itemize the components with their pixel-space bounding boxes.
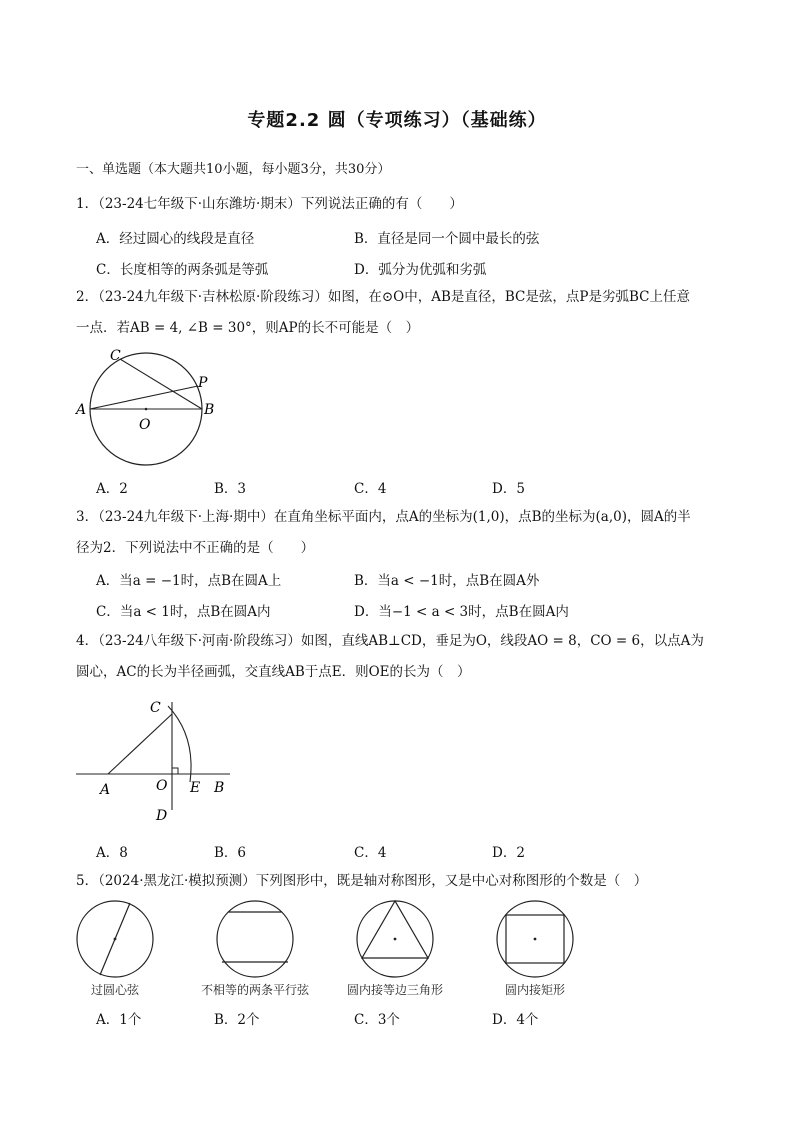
- question-4-line-2: 圆心，AC的长为半径画弧，交直线AB于点E．则OE的长为（ ）: [76, 664, 471, 680]
- q4-label-c: C: [150, 700, 161, 716]
- q3-option-b[interactable]: B．当a < −1时，点B在圆A外: [354, 573, 540, 589]
- section-heading: 一、单选题（本大题共10小题，每小题3分，共30分）: [76, 162, 391, 177]
- q2-option-c[interactable]: C．4: [354, 481, 387, 497]
- q5-figure-inscribed-triangle: [357, 901, 433, 977]
- q4-option-b[interactable]: B．6: [214, 845, 247, 861]
- q2-label-a: A: [76, 402, 87, 418]
- q5-figure-parallel-chords: [217, 901, 293, 977]
- q4-label-a: A: [100, 782, 111, 798]
- q5-option-b[interactable]: B．2个: [214, 1012, 260, 1028]
- question-1-stem: 1．（23-24七年级下·山东潍坊·期末）下列说法正确的有（ ）: [76, 196, 463, 212]
- question-5-stem: 5．（2024·黑龙江·模拟预测）下列图形中，既是轴对称图形，又是中心对称图形的个数是（ ）: [76, 873, 648, 889]
- q2-label-c: C: [110, 348, 121, 364]
- q4-label-d: D: [156, 808, 168, 824]
- q4-option-a[interactable]: A．8: [96, 845, 128, 861]
- q2-segment-ap: [90, 386, 198, 409]
- q5-option-c[interactable]: C．3个: [354, 1012, 400, 1028]
- q2-circle-figure: [70, 342, 230, 472]
- q2-label-p: P: [198, 375, 208, 391]
- q2-option-b[interactable]: B．3: [214, 481, 247, 497]
- q5-figure-label-3: 圆内接等边三角形: [346, 983, 443, 997]
- q4-option-c[interactable]: C．4: [354, 845, 387, 861]
- q3-option-d[interactable]: D．当−1 < a < 3时，点B在圆A内: [354, 604, 569, 620]
- question-3-line-1: 3．（23-24九年级下·上海·期中）在直角坐标平面内，点A的坐标为(1,0)，点B的坐标为(a,0)，圆A的半: [76, 509, 691, 525]
- question-3-line-2: 径为2．下列说法中不正确的是（ ）: [76, 540, 315, 556]
- question-2-line-1: 2．（23-24九年级下·吉林松原·阶段练习）如图，在⊙O中，AB是直径，BC是弦，点P是劣弧BC上任意: [76, 289, 690, 305]
- q4-label-b: B: [214, 780, 225, 796]
- q5-figure-inscribed-rectangle: [497, 901, 573, 977]
- q5-option-a[interactable]: A．1个: [96, 1012, 142, 1028]
- q5-figures: [70, 896, 590, 986]
- q5-option-d[interactable]: D．4个: [492, 1012, 539, 1028]
- q4-label-o: O: [156, 778, 168, 794]
- question-4-line-1: 4．（23-24八年级下·河南·阶段练习）如图，直线AB⊥CD，垂足为O，线段AO = 8，CO = 6，以点A为: [76, 633, 704, 649]
- q2-center-dot: [145, 408, 148, 411]
- q2-option-a[interactable]: A．2: [96, 481, 128, 497]
- q3-option-a[interactable]: A．当a = −1时，点B在圆A上: [96, 573, 282, 589]
- q3-option-c[interactable]: C．当a < 1时，点B在圆A内: [96, 604, 271, 620]
- q5-figure-label-1: 过圆心弦: [90, 983, 139, 997]
- q5-figure-label-2: 不相等的两条平行弦: [200, 983, 309, 997]
- q2-label-b: B: [204, 402, 215, 418]
- q5-figure-diameter-chord: [77, 901, 153, 977]
- q4-perpendicular-figure: [70, 692, 240, 827]
- q4-right-angle-mark: [172, 768, 178, 774]
- q1-option-a[interactable]: A．经过圆心的线段是直径: [96, 231, 255, 247]
- page-title: 专题2.2 圆（专项练习）（基础练）: [247, 110, 547, 131]
- q2-chord-bc: [120, 359, 202, 409]
- q4-label-e: E: [190, 780, 201, 796]
- q4-segment-ac: [108, 714, 172, 774]
- q2-label-o: O: [139, 417, 151, 433]
- q5-figure-label-4: 圆内接矩形: [504, 983, 565, 997]
- q1-option-d[interactable]: D．弧分为优弧和劣弧: [354, 262, 487, 278]
- q1-option-c[interactable]: C．长度相等的两条弧是等弧: [96, 262, 269, 278]
- q4-option-d[interactable]: D．2: [492, 845, 525, 861]
- question-2-line-2: 一点．若AB = 4, ∠B = 30°，则AP的长不可能是（ ）: [76, 320, 420, 336]
- q2-option-d[interactable]: D．5: [492, 481, 525, 497]
- q1-option-b[interactable]: B．直径是同一个圆中最长的弦: [354, 231, 540, 247]
